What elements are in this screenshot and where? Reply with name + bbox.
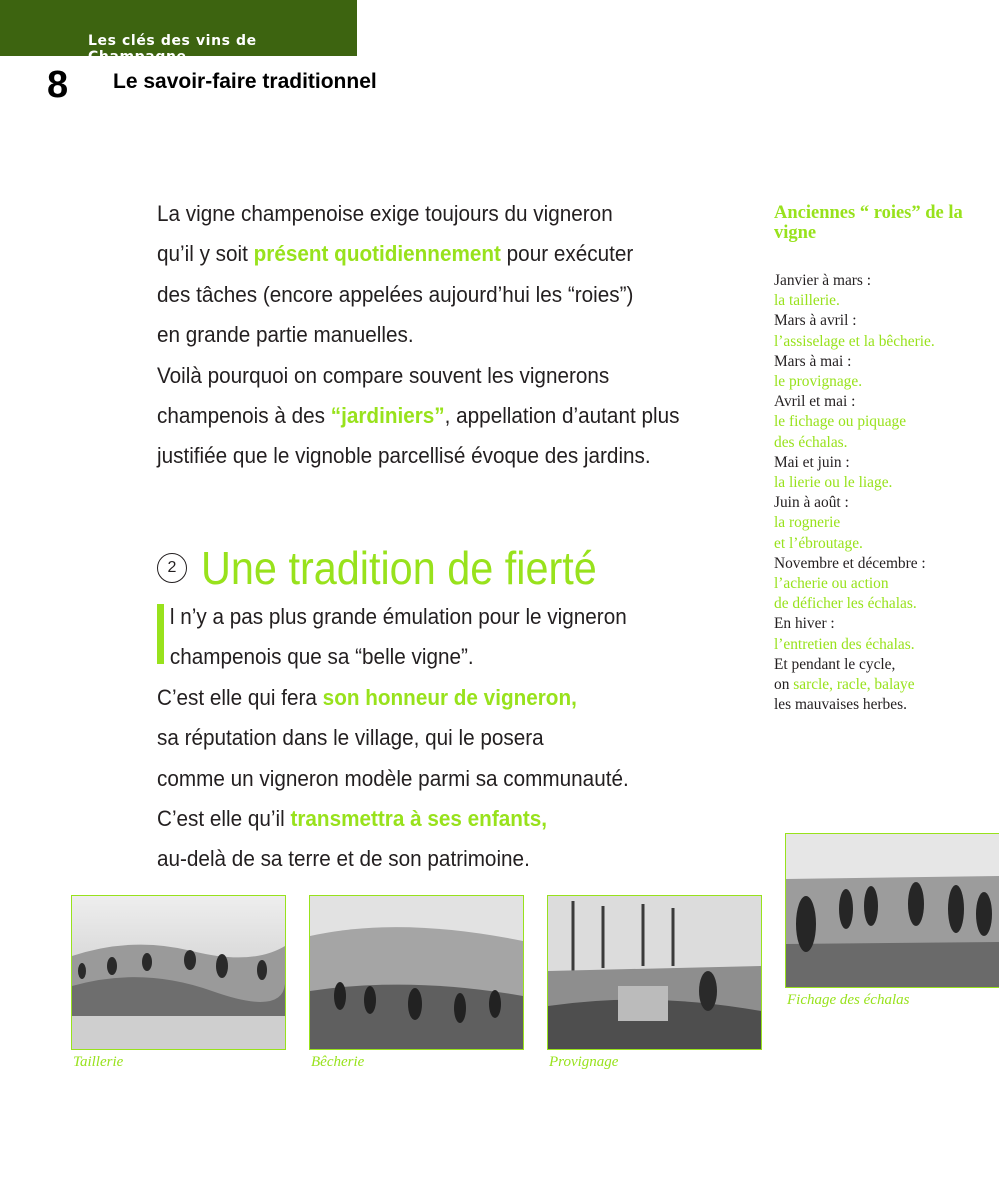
- photo-provignage: [547, 895, 762, 1050]
- sidebar-line: de déficher les échalas.: [774, 595, 917, 613]
- sidebar-run: on: [774, 676, 794, 694]
- intro-line: [157, 436, 746, 476]
- intro-line: [157, 275, 746, 315]
- text-run: au-delà de sa terre et de son patrimoine.: [157, 846, 530, 872]
- highlight-run: transmettra à ses enfants,: [290, 806, 548, 832]
- sidebar-line: En hiver :: [774, 615, 835, 633]
- text-run: pour exécuter: [500, 241, 634, 267]
- sidebar-line: l’acherie ou action: [774, 575, 889, 593]
- text-run: justifiée que le vignoble parcellisé évoque des jardins.: [157, 443, 651, 469]
- section2-heading: [157, 538, 641, 598]
- sidebar-line: Janvier à mars :: [774, 272, 872, 289]
- sidebar-line: le provignage.: [774, 373, 863, 391]
- highlight-run: présent quotidiennement: [253, 241, 501, 267]
- section2-line: [157, 799, 746, 839]
- text-run: sa réputation dans le village, qui le posera: [157, 725, 544, 751]
- highlight-run: son honneur de vigneron,: [322, 684, 577, 710]
- sidebar-line: et l’ébroutage.: [774, 534, 863, 552]
- intro-line: [157, 194, 746, 234]
- page-number: 8: [47, 64, 69, 106]
- photo-becherie-image: [310, 896, 523, 1049]
- sidebar-title: Anciennes “ roies” de la vigne: [774, 203, 963, 243]
- photo-taillerie-image: [72, 896, 285, 1049]
- section2-line: [157, 678, 746, 718]
- section2-line: [157, 718, 746, 758]
- sidebar-line: l’entretien des échalas.: [774, 635, 915, 653]
- sidebar-line: l’assiselage et la bêcherie.: [774, 332, 935, 350]
- intro-line: [157, 315, 746, 355]
- sidebar-line: la lierie ou le liage.: [774, 474, 893, 492]
- text-run: comme un vigneron modèle parmi sa communauté.: [157, 765, 629, 791]
- section2-line: [157, 597, 746, 637]
- intro-paragraph: [157, 194, 746, 477]
- photo-becherie: [309, 895, 524, 1050]
- section2-title: Une tradition de fierté: [201, 542, 597, 594]
- sidebar-run: sarcle, racle, balaye: [793, 676, 915, 694]
- sidebar-line: Avril et mai :: [774, 393, 856, 411]
- banner-text: Les clés des vins de Champagne: [88, 33, 257, 65]
- intro-line: [157, 396, 746, 436]
- text-run: La vigne champenoise exige toujours du vigneron: [157, 201, 613, 226]
- sidebar-line: Novembre et décembre :: [774, 554, 926, 572]
- section-title: Le savoir-faire traditionnel: [113, 70, 377, 93]
- section2-line: [157, 759, 746, 799]
- photo-taillerie: [71, 895, 286, 1050]
- section2-line: [157, 637, 746, 677]
- caption-provignage: Provignage: [549, 1054, 619, 1070]
- text-run: l n’y a pas plus grande émulation pour le vigneron: [169, 604, 627, 629]
- caption-fichage: Fichage des échalas: [787, 992, 910, 1008]
- caption-becherie: Bêcherie: [311, 1054, 365, 1070]
- text-run: qu’il y soit: [157, 241, 254, 267]
- section2-paragraph: [157, 597, 746, 880]
- text-run: , appellation d’autant plus: [444, 403, 680, 429]
- sidebar-line: le fichage ou piquage: [774, 413, 907, 431]
- sidebar-line: la rognerie: [774, 514, 841, 532]
- header-banner: [0, 0, 357, 65]
- text-run: des tâches (encore appelées aujourd’hui les “roies”): [157, 281, 634, 307]
- sidebar-line: Mars à mai :: [774, 352, 852, 370]
- sidebar-line: des échalas.: [774, 433, 848, 451]
- section-number-badge: 2: [157, 553, 187, 583]
- intro-line: [157, 234, 746, 274]
- photo-fichage-image: [786, 834, 999, 987]
- sidebar-line: les mauvaises herbes.: [774, 696, 907, 714]
- sidebar-line: la taillerie.: [774, 292, 840, 310]
- text-run: champenois à des: [157, 403, 331, 429]
- highlight-run: “jardiniers”: [330, 403, 445, 429]
- sidebar-line: Juin à août :: [774, 494, 849, 512]
- text-run: C’est elle qu’il: [157, 806, 291, 832]
- text-run: en grande partie manuelles.: [157, 322, 414, 348]
- photo-provignage-image: [548, 896, 761, 1049]
- caption-taillerie: Taillerie: [73, 1054, 124, 1070]
- text-run: C’est elle qui fera: [157, 684, 323, 710]
- photo-fichage: [785, 833, 999, 988]
- intro-line: [157, 356, 746, 396]
- section2-line: [157, 839, 746, 879]
- sidebar-line: [774, 675, 994, 695]
- text-run: Voilà pourquoi on compare souvent les vignerons: [157, 362, 610, 388]
- text-run: champenois que sa “belle vigne”.: [169, 644, 474, 670]
- sidebar-line: Mai et juin :: [774, 453, 850, 471]
- sidebar-roies: [774, 203, 994, 715]
- sidebar-line: Mars à avril :: [774, 312, 857, 330]
- sidebar-line: Et pendant le cycle,: [774, 655, 896, 673]
